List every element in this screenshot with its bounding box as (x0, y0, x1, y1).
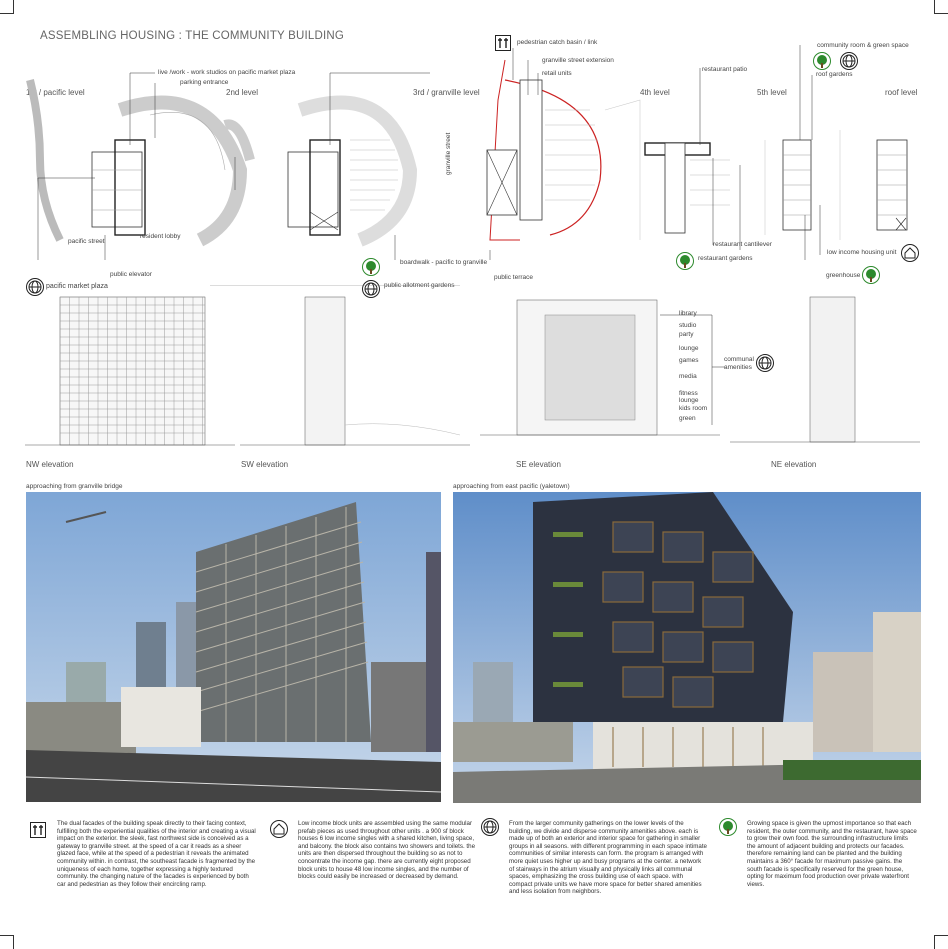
page-title: ASSEMBLING HOUSING : THE COMMUNITY BUILDING (40, 30, 345, 42)
plan-label: roof gardens (816, 71, 853, 78)
amenity-label: media (679, 373, 697, 380)
amenity-label: lounge (679, 397, 699, 404)
tool-icon (495, 35, 511, 51)
level-label: roof level (885, 88, 918, 97)
plan-label: retail units (542, 70, 572, 77)
description-facades: The dual facades of the building speak directly to their facing context, fulfilling both the experiential qualities of the interior and creating a visual impact on the exterior. the sleek, fast northwest side is conceived as a gateway to granville street. at the speed of a car it reads as a sheer glazed face, while at the speed of a pedestrian it reveals the animated community within. in contrast, the southeast facade is fragmented by the uniqueness of each home, together expressing a highly textured community. the changing nature of the facades is experienced by both car and pedestrian as they follow their encircling ramp. (57, 820, 256, 888)
plan-label: community room & green space (817, 42, 909, 49)
plan-label: pacific market plaza (46, 283, 108, 290)
level-label: 2nd level (226, 88, 259, 97)
globe-icon (481, 818, 499, 836)
tree-icon (719, 818, 737, 836)
plan-label: greenhouse (826, 272, 861, 279)
rendering-granville-bridge (26, 492, 441, 802)
amenity-label: library (679, 310, 697, 317)
amenity-label: fitness (679, 390, 698, 397)
plan-label: pedestrian catch basin / link (517, 39, 598, 46)
amenity-label: lounge (679, 345, 699, 352)
crop-mark (0, 935, 14, 949)
elevation-label: NW elevation (26, 460, 74, 469)
plan-label: parking entrance (180, 79, 229, 86)
plan-label: boardwalk - pacific to granville (400, 259, 488, 266)
elevations-drawing (0, 285, 948, 460)
amenity-label: studio (679, 322, 697, 329)
crop-mark (934, 0, 948, 14)
plan-label: restaurant gardens (698, 255, 753, 262)
crop-mark (934, 935, 948, 949)
tree-icon (676, 252, 694, 270)
plan-label: public elevator (110, 271, 152, 278)
house-icon (270, 820, 288, 838)
plan-label: public terrace (494, 274, 534, 281)
photo-caption: approaching from east pacific (yaletown) (453, 483, 570, 490)
plan-label: low income housing unit (827, 249, 897, 256)
plan-label: granville street extension (542, 57, 614, 64)
amenity-label: games (679, 357, 699, 364)
plan-label: resident lobby (140, 233, 181, 240)
rendering-east-pacific (453, 492, 921, 803)
plan-label: pacific street (68, 238, 105, 245)
plan-label: restaurant patio (702, 66, 748, 73)
amenity-label: kids room (679, 405, 708, 412)
tree-icon (362, 258, 380, 276)
level-label: 4th level (640, 88, 670, 97)
elevation-label: SE elevation (516, 460, 561, 469)
amenity-label: green (679, 415, 696, 422)
plan-label: granville street (445, 132, 452, 175)
house-icon (901, 244, 919, 262)
elevation-label: SW elevation (241, 460, 289, 469)
level-label: 5th level (757, 88, 787, 97)
level-label: 1st / pacific level (26, 88, 85, 97)
plan-label: live /work - work studios on pacific market plaza (158, 69, 296, 76)
amenities-label: communal amenities (724, 356, 754, 371)
globe-icon (840, 52, 858, 70)
description-low-income: Low income block units are assembled using the same modular prefab pieces as used throughout other units . a 900 sf block houses 6 low income singles with a shared kitchen, living space, and balcony. the block also contains two showers and toilets. the units are then dispersed throughout the building so as not to concentrate the income gap. there are currently eight proposed block units to house 48 low income singles, and the number of blocks could easily be increased or decreased by demand. (298, 820, 476, 881)
tree-icon (862, 266, 880, 284)
description-amenities: From the larger community gatherings on the lower levels of the building, we divide and disperse community amenities above. each is made up of both an exterior and interior space for gathering in smaller groups in all seasons. with different programming in each space intimate communities of similar interests can form. the program is arranged with more quiet uses higher up and busy programs at the center. a network of stairways in the atrium visually and physically links all communal spaces, emphasizing the cross building use of each space. with compact private units we have more space for better shared amenities and less isolation from neighbors. (509, 820, 707, 896)
tree-icon (813, 52, 831, 70)
plan-label: public allotment gardens (384, 282, 455, 289)
photo-caption: approaching from granville bridge (26, 483, 123, 490)
amenity-label: party (679, 331, 694, 338)
plan-label: restaurant cantilever (713, 241, 772, 248)
floor-plans-drawing (0, 40, 948, 260)
level-label: 3rd / granville level (413, 88, 480, 97)
description-growing-space: Growing space is given the upmost importance so that each resident, the outer community, and the restaurant, have space to grow their own food. the surrounding infrastructure limits the amount of adjacent building and protects our facades. therefore remaining land can be planted and the building maintains a 360° facade for maximum passive gains. the south facade is specifically reserved for the green house, opting for maximum food production over private waterfront views. (747, 820, 917, 888)
crop-mark (0, 0, 14, 14)
elevation-label: NE elevation (771, 460, 817, 469)
tool-icon (30, 822, 46, 838)
